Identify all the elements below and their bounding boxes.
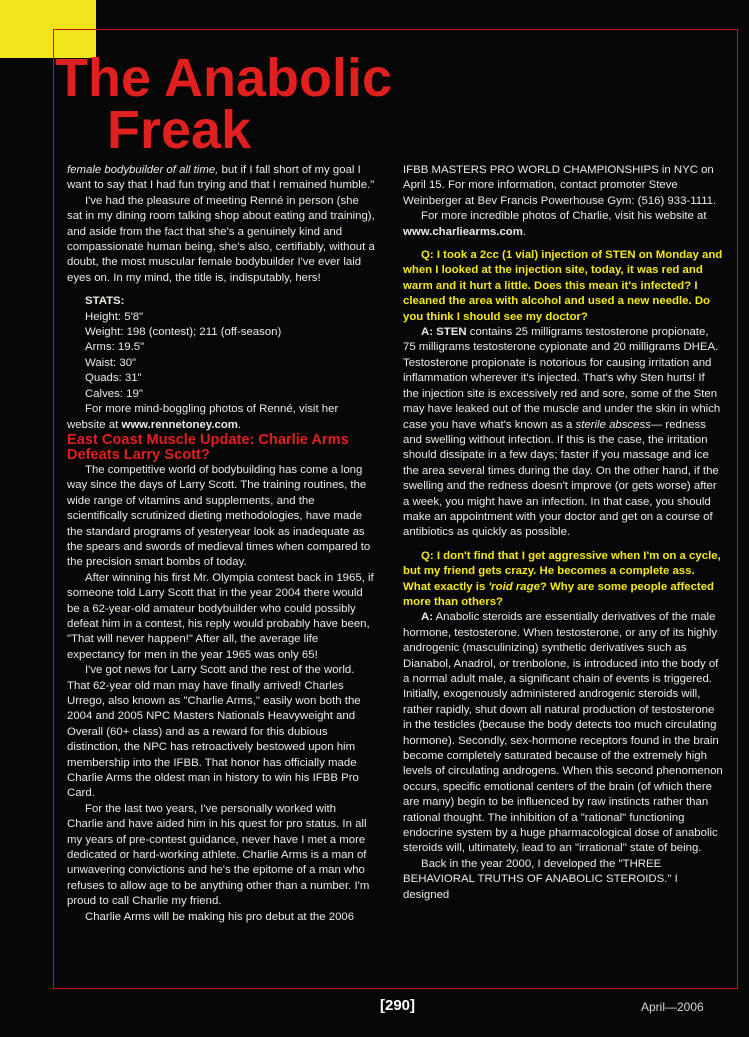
- stat-item: Waist: 30": [85, 356, 137, 369]
- answer-label: A:: [421, 611, 434, 624]
- section-subheading: East Coast Muscle Update: Charlie Arms Defeats Larry Scott?: [67, 431, 349, 463]
- body-paragraph: I've got news for Larry Scott and the rest of the world. That 62-year old man may have finally arrived! Charles Urrego, also known as "Charlie Arms," easily won both the 2004 and 2005 NPC Masters Nationals Heavyweight and Overall (60+ class) and as a reward for this dubious distinction, the NPC has retroactively bestowed upon him membership into the IFBB. That honor has officially made Charlie Arms the oldest man in history to win his IFBB Pro Card.: [67, 664, 361, 800]
- page-title: [55, 48, 393, 160]
- intro-italic: female bodybuilder of all time,: [67, 164, 219, 176]
- page-number: [290]: [380, 997, 416, 1014]
- answer-1: A: STEN contains 25 milligrams testosterone propionate, 75 milligrams testosterone cypionate and 20 milligrams DHEA. Testosterone propionate is notorious for causing irritation and inflammation wherever it's injected. That's why Sten hurts! If the injection site is excessively red and sore, some of the Sten may have leaked out of the muscle and under the skin in which case you have what's known as a sterile abscess— redness and swelling without infection. If this is the case, the irritation should dissipate in a few days; faster if you massage and ice the area several times during the day. On the other hand, if the swelling and the redness doesn't improve (or gets worse) after a week, you might have an infection. In that case, you should make an appointment with your doctor and get on a course of antibiotics as quickly as possible.: [403, 326, 721, 539]
- title-line-2: Freak: [107, 100, 252, 160]
- stat-item: Height: 5'8": [85, 310, 144, 323]
- renne-paragraph: I've had the pleasure of meeting Renné in person (she sat in my dining room talking shop about eating and training), and aside from the fact that she's a genuinely kind and compassionate human being, she's also, certifiably, without a doubt, the most muscular female bodybuilder I've ever laid eyes on. In my mind, the title is, indisputably, hers!: [67, 194, 375, 284]
- stat-item: Quads: 31": [85, 372, 142, 385]
- answer-label: A: STEN: [421, 326, 467, 339]
- body-paragraph: After winning his first Mr. Olympia contest back in 1965, if someone told Larry Scott that in the year 2004 there would be a 62-year-old amateur bodybuilder who could possibly defeat him in a contest, his reply would probably have been, "That will never happen!" After all, the average life expectancy for men in the year 1965 was only 65!: [67, 571, 374, 661]
- body-paragraph: For the last two years, I've personally worked with Charlie and have aided him in his quest for pro status. In all my years of pre-contest guidance, never have I met a more dedicated or hard-working athlete. Charlie Arms is a man of unwavering convictions and he's the epitome of a man who refuses to allow age to be anything other than a number. I'm proud to call Charlie my friend.: [67, 802, 370, 908]
- charlie-website-link[interactable]: www.charliearms.com: [403, 225, 523, 238]
- issue-date: April—2006: [641, 1000, 704, 1014]
- intro-paragraph: [67, 163, 375, 194]
- body-paragraph: Back in the year 2000, I developed the "THREE BEHAVIORAL TRUTHS OF ANABOLIC STEROIDS." I designed: [403, 857, 678, 901]
- stats-heading: STATS:: [85, 295, 125, 308]
- body-paragraph: Charlie Arms will be making his pro debut at the 2006: [85, 910, 355, 923]
- right-column: [403, 163, 723, 903]
- question-2: Q: I don't find that I get aggressive when I'm on a cycle, but my friend gets crazy. He becomes a complete ass. What exactly is 'roid rage? Why are some people affected more than others?: [403, 549, 721, 608]
- body-paragraph: The competitive world of bodybuilding has come a long way since the days of Larry Scott. The training routines, the wide range of vitamins and supplements, and the scientifically scrutinized dieting methodologies, have made the standard programs of yesteryear look as inadequate as the spears and swords of medieval times when compared to the precision smart bombs of today.: [67, 463, 371, 569]
- question-1: Q: I took a 2cc (1 vial) injection of STEN on Monday and when I looked at the injection site, today, it was red and warm and it hurt a little. Does this mean it's infected? I cleaned the area with alcohol and used a new needle. Do you think I should see my doctor?: [403, 249, 723, 323]
- renne-website-paragraph: For more mind-boggling photos of Renné, visit her website at www.rennetoney.com.: [67, 403, 339, 431]
- title-line-1: The Anabolic: [55, 48, 393, 108]
- italic-term: sterile abscess: [575, 418, 651, 431]
- stat-item: Weight: 198 (contest); 211 (off-season): [85, 326, 282, 339]
- left-column: [67, 163, 375, 925]
- renne-website-link[interactable]: www.rennetoney.com: [121, 418, 238, 431]
- stat-item: Arms: 19.5": [85, 341, 145, 354]
- body-paragraph: IFBB MASTERS PRO WORLD CHAMPIONSHIPS in NYC on April 15. For more information, contact promoter Steve Weinberger at Bev Francis Powerhouse Gym: (516) 933-1111.: [403, 164, 717, 207]
- answer-2: A: Anabolic steroids are essentially derivatives of the male hormone, testosterone. When testosterone, or any of its highly androgenic (masculinizing) synthetic derivatives such as Dianabol, Anadrol, or trenbolone, is introduced into the body of a normal adult male, a significant chain of events is triggered. Initially, exogenously administered androgenic steroids will, rather rapidly, shut down all natural production of testosterone in the testicles (because the body detects too much circulating hormone). Secondly, sex-hormone receptors found in the brain become completely saturated because of the extremely high levels of circulating androgens. When this second phenomenon occurs, specific emotional centers of the brain (of which there are many) begin to be influenced by raw instincts rather than rational thought. The inhibition of a "rational" functioning endocrine system by a huge pharmacological dose of anabolic steroids will, ultimately, lead to an "irrational" state of being.: [403, 611, 723, 855]
- charlie-website-paragraph: For more incredible photos of Charlie, visit his website at www.charliearms.com.: [403, 210, 707, 238]
- italic-term: 'roid rage: [488, 580, 540, 593]
- stat-item: Calves: 19": [85, 387, 143, 400]
- intro-text: but if I fall short of my goal I want to say that I had fun trying and that I remained humble.": [67, 164, 375, 192]
